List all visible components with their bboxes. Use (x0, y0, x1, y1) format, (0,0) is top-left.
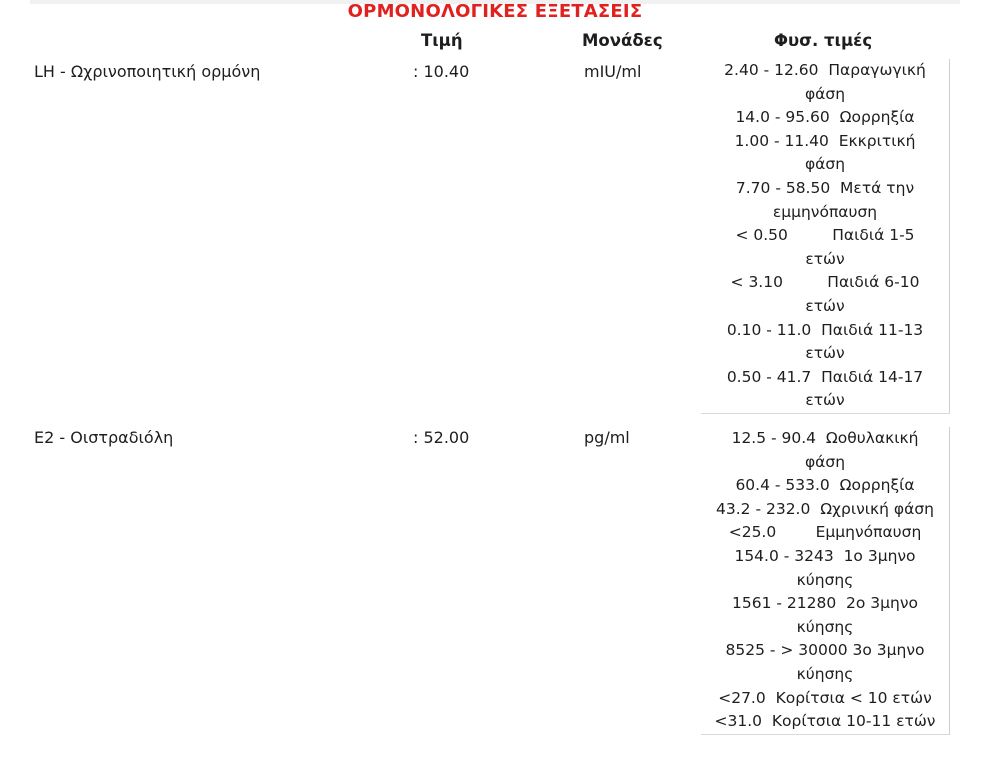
reference-range-line: < 0.50 Παιδιά 1-5 (735, 226, 915, 245)
test-units-e2: pg/ml (584, 428, 630, 447)
reference-range-box-lh (701, 59, 950, 414)
column-header-value: Τιμή (421, 31, 463, 50)
column-header-reference-ranges: Φυσ. τιμές (774, 31, 873, 50)
reference-range-line: 154.0 - 3243 1ο 3μηνο (734, 546, 916, 565)
reference-range-line: 1.00 - 11.40 Εκκριτική (734, 131, 916, 150)
reference-range-line: 0.10 - 11.0 Παιδιά 11-13 (726, 320, 924, 339)
reference-range-line: κύησης (796, 664, 854, 683)
reference-range-line: 60.4 - 533.0 Ωορρηξία (735, 476, 915, 495)
reference-range-line: φάση (804, 84, 846, 103)
test-value-e2: : 52.00 (413, 428, 470, 447)
reference-range-line: <25.0 Εμμηνόπαυση (728, 523, 922, 542)
reference-range-box-e2 (701, 427, 950, 735)
reference-range-line: φάση (804, 155, 846, 174)
test-name-lh: LH - Ωχρινοποιητική ορμόνη (34, 62, 261, 81)
reference-range-line: 0.50 - 41.7 Παιδιά 14-17 (726, 367, 924, 386)
reference-range-line: < 3.10 Παιδιά 6-10 (730, 273, 920, 292)
reference-range-line: ετών (805, 391, 845, 410)
reference-range-line: κύησης (796, 617, 854, 636)
reference-range-line: 7.70 - 58.50 Μετά την (735, 178, 915, 197)
reference-range-line: 12.5 - 90.4 Ωοθυλακική (731, 429, 919, 447)
reference-range-line: εμμηνόπαυση (772, 202, 878, 221)
reference-range-line: 43.2 - 232.0 Ωχρινική φάση (716, 499, 934, 518)
test-name-e2: E2 - Οιστραδιόλη (34, 428, 174, 447)
column-header-units: Μονάδες (582, 31, 663, 50)
test-value-lh: : 10.40 (413, 62, 470, 81)
reference-range-line: 8525 - > 30000 3ο 3μηνο (725, 641, 925, 660)
reference-range-line: κύησης (796, 570, 854, 589)
reference-range-line: ετών (805, 249, 845, 268)
reference-range-line: φάση (804, 452, 846, 471)
report-title: ΟΡΜΟΝΟΛΟΓΙΚΕΣ ΕΞΕΤΑΣΕΙΣ (347, 1, 643, 22)
reference-range-line: 1561 - 21280 2ο 3μηνο (731, 594, 918, 613)
reference-range-line: ετών (805, 296, 845, 315)
reference-range-line: <27.0 Κορίτσια < 10 ετών (718, 688, 932, 707)
reference-range-line: ετών (805, 344, 845, 363)
test-units-lh: mIU/ml (584, 62, 642, 81)
reference-range-line: <31.0 Κορίτσια 10-11 ετών (714, 712, 936, 731)
reference-range-line: 14.0 - 95.60 Ωορρηξία (735, 108, 915, 127)
reference-range-line: 2.40 - 12.60 Παραγωγική (724, 61, 926, 79)
